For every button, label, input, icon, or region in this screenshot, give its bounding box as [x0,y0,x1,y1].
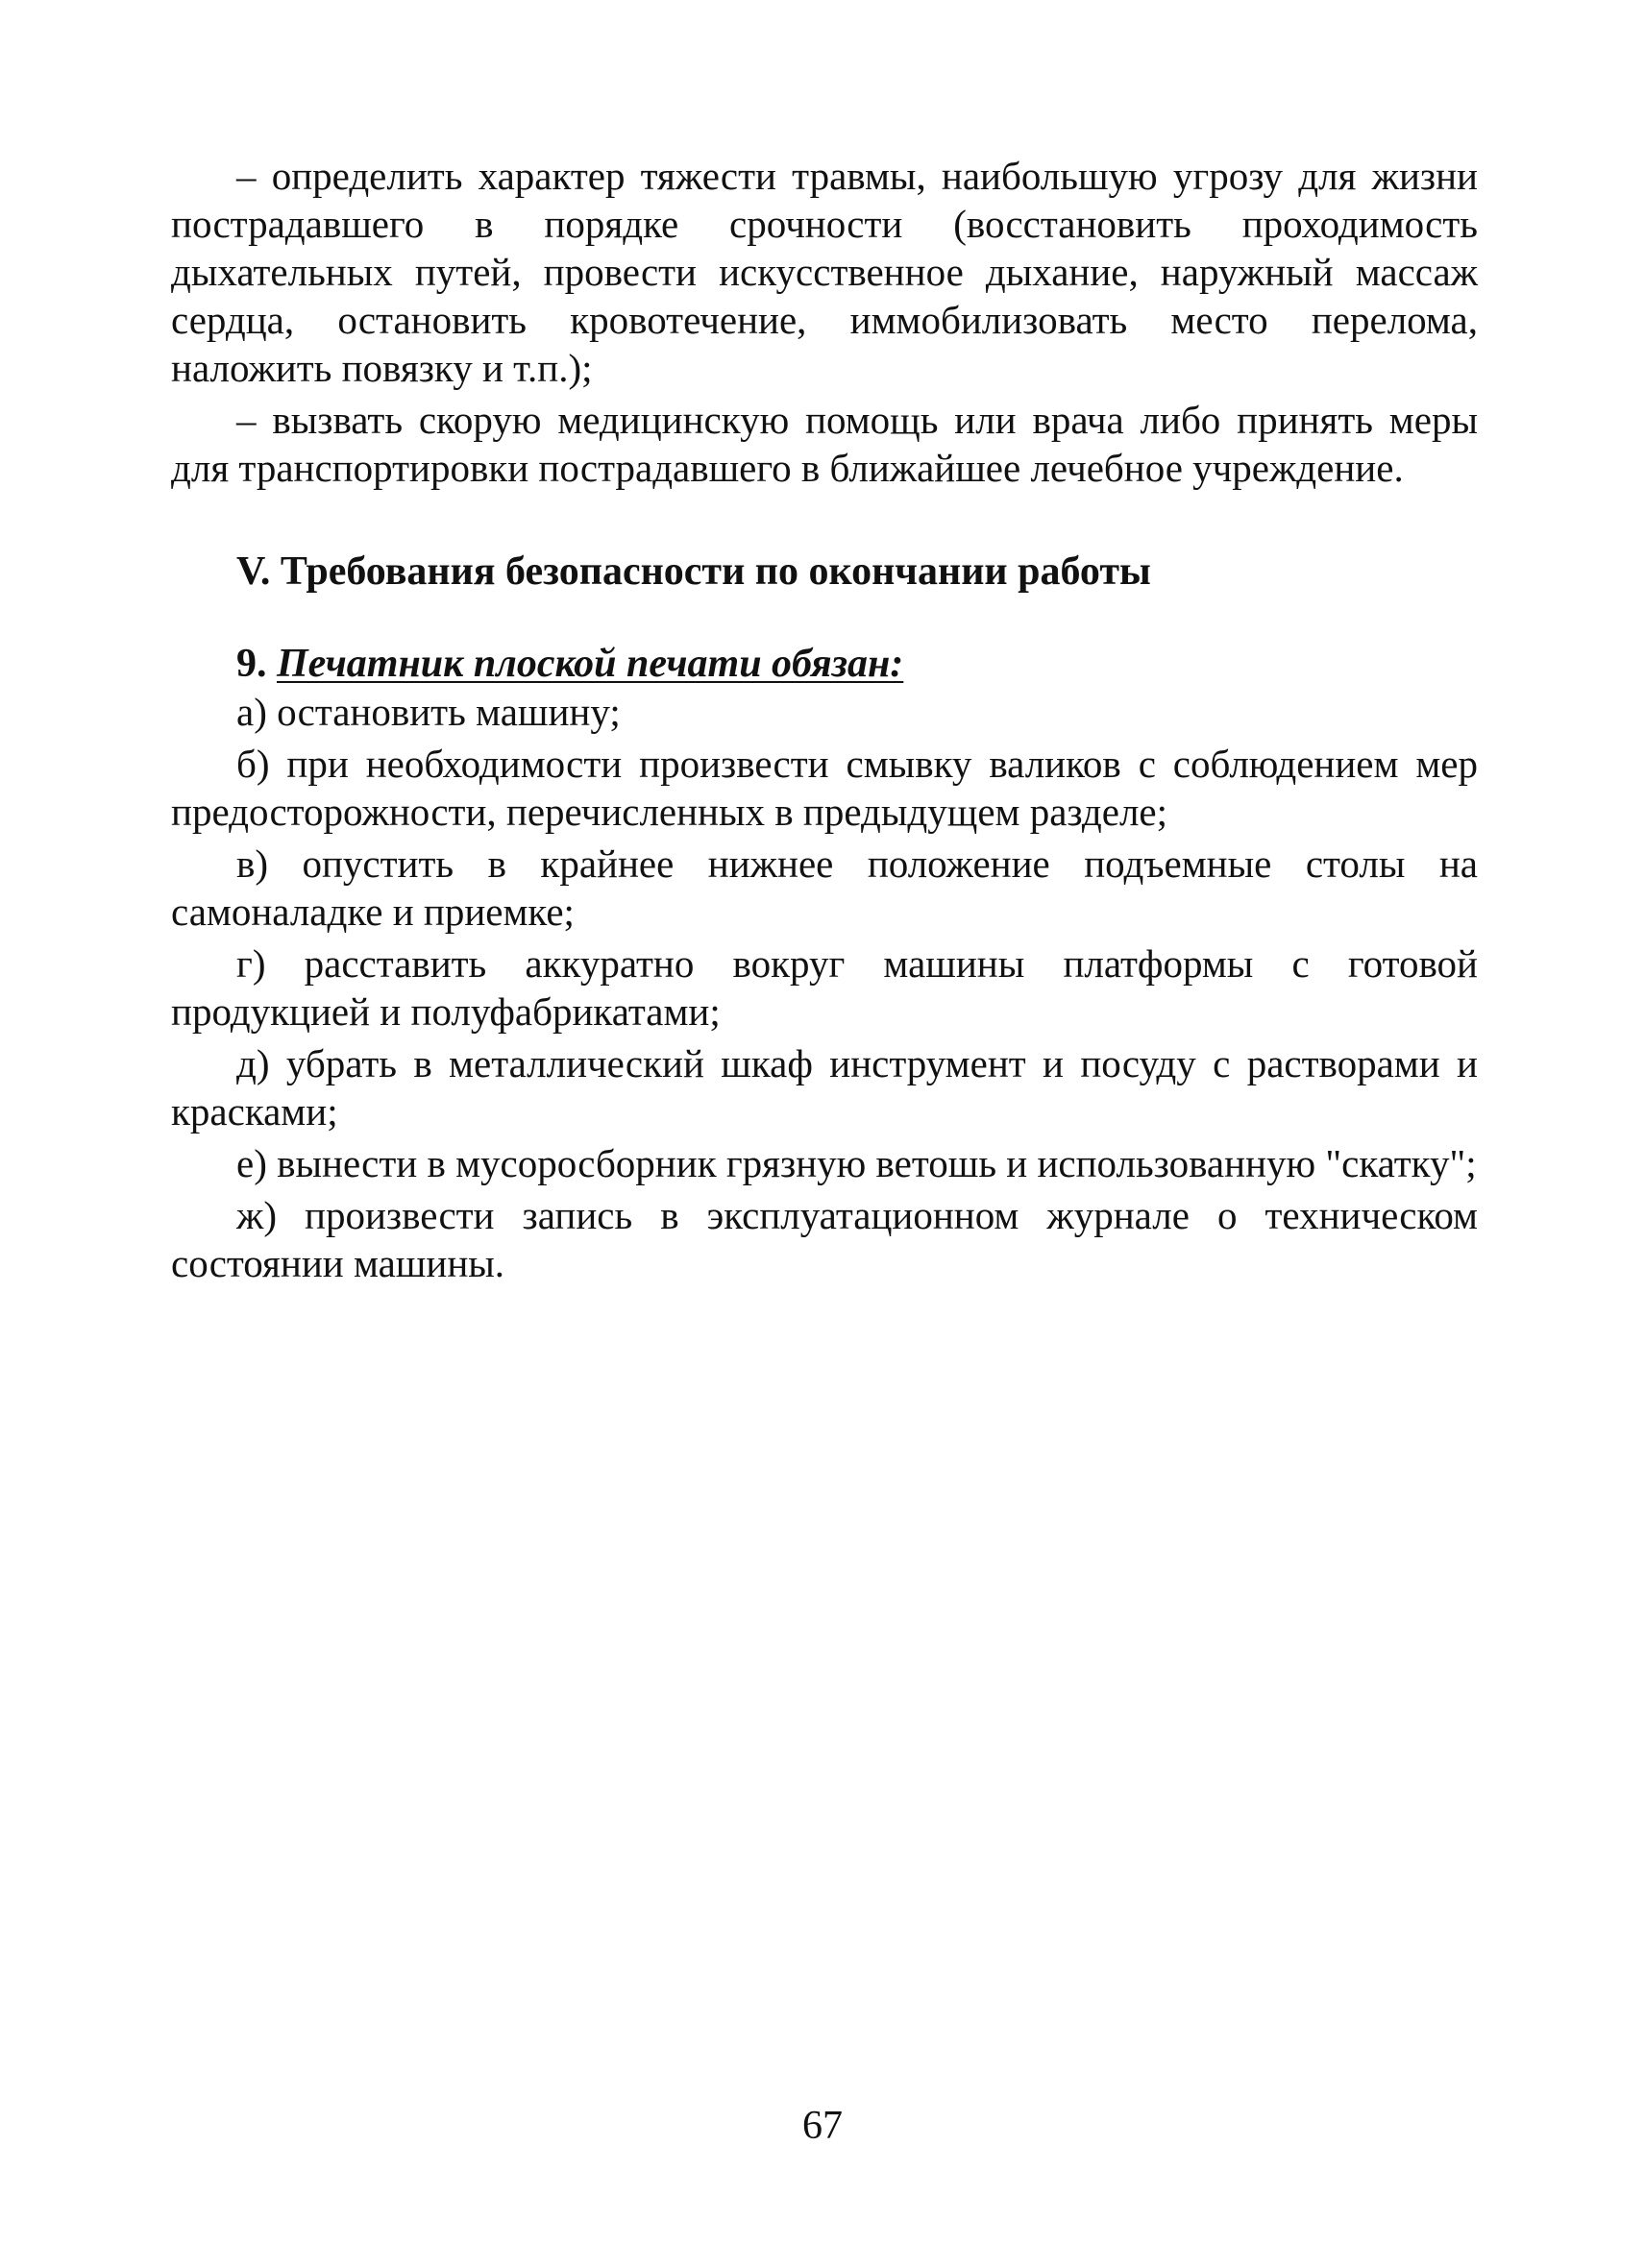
paragraph-first-aid-call: – вызвать скорую медицинскую помощь или врача либо принять меры для транспортировки пострадавшего в ближайшее лечебное учреждение. [171,398,1478,490]
page-body [171,152,1478,1287]
item-lead-text: Печатник плоской печати обязан: [277,642,904,686]
paragraph-first-aid-assess: – определить характер тяжести травмы, наибольшую угрозу для жизни пострадавшего в порядке срочности (восстановить проходимость дыхательных путей, провести искусственное дыхание, наружный массаж сердца, остановить кровотечение, иммобилизовать место перелома, наложить повязку и т.п.); [171,154,1478,390]
list-item-v: в) опустить в крайнее нижнее положение подъемные столы на самоналадке и приемке; [171,841,1478,934]
list-item-a: а) остановить машину; [236,690,621,734]
list-item-g: г) расставить аккуратно вокруг машины платформы с готовой продукцией и полуфабрикатами; [171,941,1478,1034]
list-item-d: д) убрать в металлический шкаф инструмент и посуду с растворами и красками; [171,1041,1478,1134]
list-item-b: б) при необходимости произвести смывку валиков с соблюдением мер предосторожности, перечисленных в предыдущем разделе; [171,742,1478,834]
list-item-zh: ж) произвести запись в эксплуатационном журнале о техническом состоянии машины. [171,1193,1478,1285]
item-number: 9. [236,642,267,686]
item-lead [171,640,1478,688]
page-number: 67 [802,2104,843,2148]
list-item-e: е) вынести в мусоросборник грязную ветошь и использованную "скатку"; [236,1141,1477,1185]
section-heading: V. Требования безопасности по окончании работы [236,549,1151,594]
